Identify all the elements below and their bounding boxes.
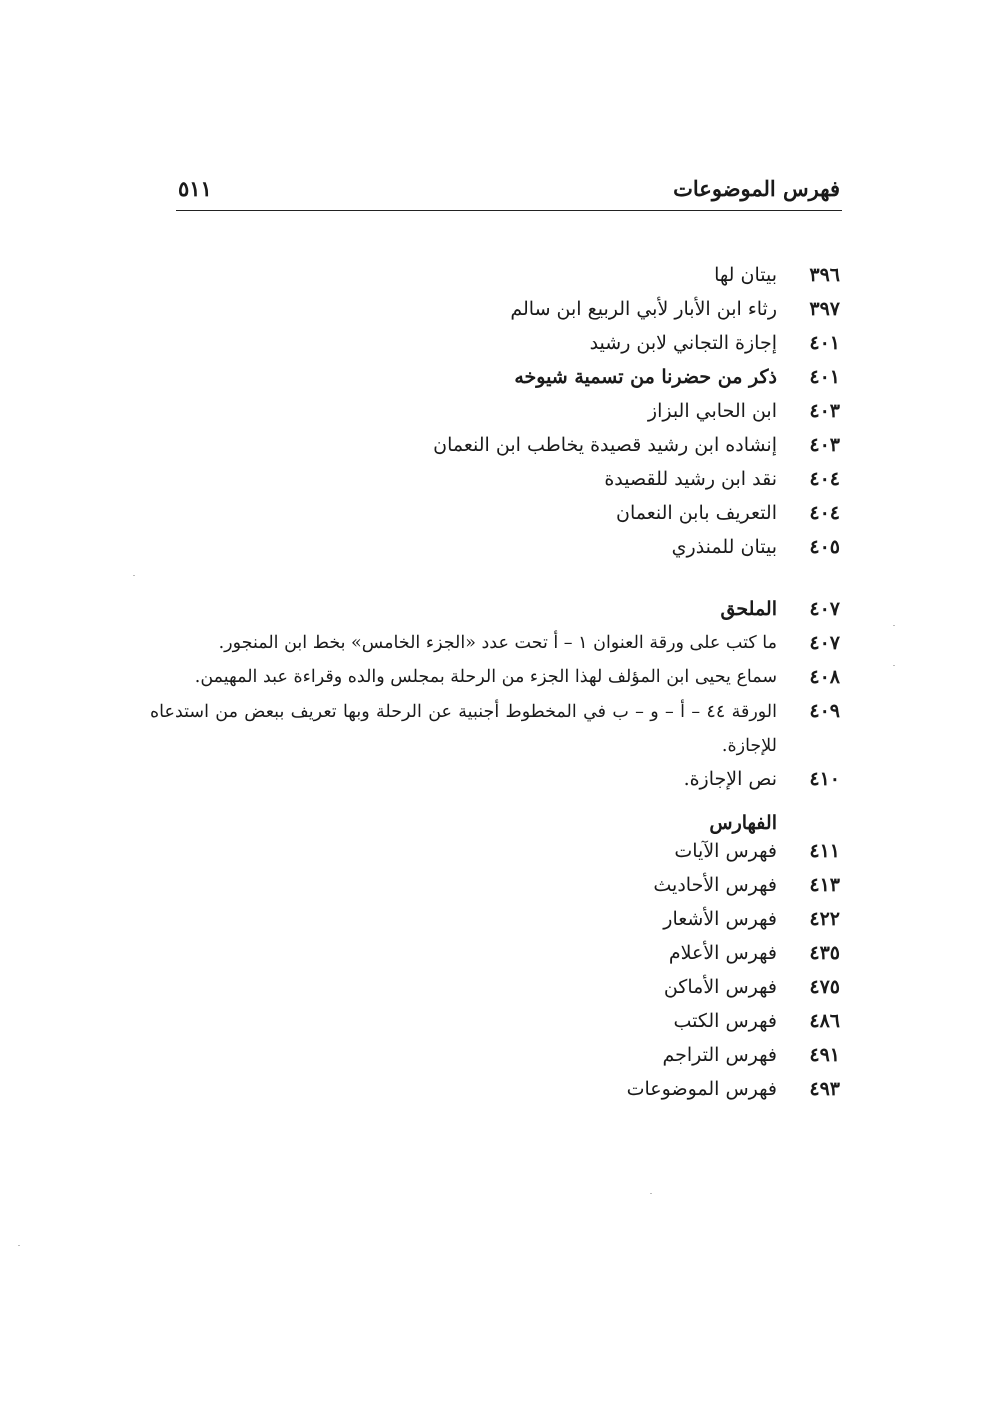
toc-entry-text: ما كتب على ورقة العنوان ١ – أ تحت عدد «الجزء الخامس» بخط ابن المنجور. <box>218 633 777 653</box>
toc-entry <box>150 327 840 361</box>
toc-page-number: ٤١٣ <box>809 874 840 896</box>
toc-page-number: ٤٠٥ <box>809 536 840 558</box>
toc-entry <box>150 627 840 661</box>
toc-entry-text: نقد ابن رشيد للقصيدة <box>604 468 777 490</box>
toc-entry <box>150 497 840 531</box>
scan-speck <box>650 1193 652 1194</box>
toc-entry-text: ابن الحابي البزاز <box>647 400 777 422</box>
toc-page-number: ٣٩٦ <box>809 264 840 286</box>
toc-entry-text: الملحق <box>720 598 777 620</box>
toc-page-number: ٤٧٥ <box>809 976 840 998</box>
toc-page-number: ٤٩٣ <box>809 1078 840 1100</box>
toc-page-number: ٤٠٤ <box>809 468 840 490</box>
toc-page-number: ٤٢٢ <box>809 908 840 930</box>
toc-entry <box>150 429 840 463</box>
toc-entry <box>150 463 840 497</box>
toc-page-number: ٣٩٧ <box>809 298 840 320</box>
toc-entry <box>150 695 840 763</box>
toc-page-number: ٤١١ <box>809 840 840 862</box>
toc-entry <box>150 531 840 565</box>
toc-page-number: ٤٣٥ <box>809 942 840 964</box>
toc-entry <box>150 661 840 695</box>
toc-entry <box>150 903 840 937</box>
toc-entry <box>150 763 840 797</box>
toc-entry-text: فهرس الأعلام <box>668 942 777 964</box>
toc-page-number: ٤٠٧ <box>809 598 840 620</box>
toc-entry-text: ذكر من حضرنا من تسمية شيوخه <box>514 366 777 388</box>
toc-entry-text: فهرس التراجم <box>662 1044 777 1066</box>
toc-entry-text: فهرس الأماكن <box>663 976 777 998</box>
toc-page-number: ٤٠١ <box>809 332 840 354</box>
toc-entry <box>150 395 840 429</box>
scan-speck <box>133 575 135 576</box>
toc-entry <box>150 259 840 293</box>
toc-entry <box>150 1005 840 1039</box>
toc-page-number: ٤٠٣ <box>809 400 840 422</box>
toc-entry-heading <box>150 361 840 395</box>
toc-entry-text: فهرس الآيات <box>674 840 777 862</box>
toc-page-number: ٤١٠ <box>809 768 840 790</box>
toc-page-number: ٤٠٧ <box>809 632 840 654</box>
toc-entry-text: نص الإجازة. <box>683 768 777 790</box>
toc-entry-text: بيتان للمنذري <box>671 536 777 558</box>
scan-speck <box>893 625 895 626</box>
toc-entry <box>150 1073 840 1107</box>
toc-entry-text: فهرس الأشعار <box>663 908 777 930</box>
toc-entry-text: فهرس الأحاديث <box>653 874 777 896</box>
toc-entry <box>150 937 840 971</box>
toc-entry-text: إنشاده ابن رشيد قصيدة يخاطب ابن النعمان <box>433 434 777 456</box>
scan-speck <box>18 1245 20 1246</box>
toc-entry-text: فهرس الكتب <box>673 1010 777 1032</box>
toc-entry <box>150 971 840 1005</box>
toc-entry-heading <box>150 593 840 627</box>
running-header-title: فهرس الموضوعات <box>673 176 840 201</box>
toc-entry-text: التعريف بابن النعمان <box>615 502 777 524</box>
toc-entry <box>150 1039 840 1073</box>
toc-entry-text: إجازة التجاني لابن رشيد <box>589 332 777 354</box>
scan-speck <box>893 665 895 666</box>
header-rule <box>176 210 842 211</box>
toc-page-number: ٤٨٦ <box>809 1010 840 1032</box>
toc-page-number: ٤٩١ <box>809 1044 840 1066</box>
toc-entry <box>150 835 840 869</box>
toc-page-number: ٤٠٤ <box>809 502 840 524</box>
page-number: ٥١١ <box>178 176 212 201</box>
toc-entry <box>150 869 840 903</box>
toc-entry-text: بيتان لها <box>714 264 777 286</box>
toc-page-number: ٤٠٩ <box>809 700 840 722</box>
toc-entry-text: سماع يحيى ابن المؤلف لهذا الجزء من الرحلة بمجلس والده وقراءة عبد المهيمن. <box>194 667 777 687</box>
toc-entry-text: فهرس الموضوعات <box>626 1078 777 1100</box>
toc-entry-text: رثاء ابن الأبار لأبي الربيع ابن سالم <box>510 298 777 320</box>
toc-entry-text: الورقة ٤٤ – أ – و – ب في المخطوط أجنبية عن الرحلة وبها تعريف ببعض من استدعاه للإجازة. <box>150 702 778 756</box>
toc-page-number: ٤٠٣ <box>809 434 840 456</box>
toc-page-number: ٤٠١ <box>809 366 840 388</box>
section-heading-indexes: الفهارس <box>709 812 777 834</box>
toc-page-number: ٤٠٨ <box>809 666 840 688</box>
toc-entry <box>150 293 840 327</box>
